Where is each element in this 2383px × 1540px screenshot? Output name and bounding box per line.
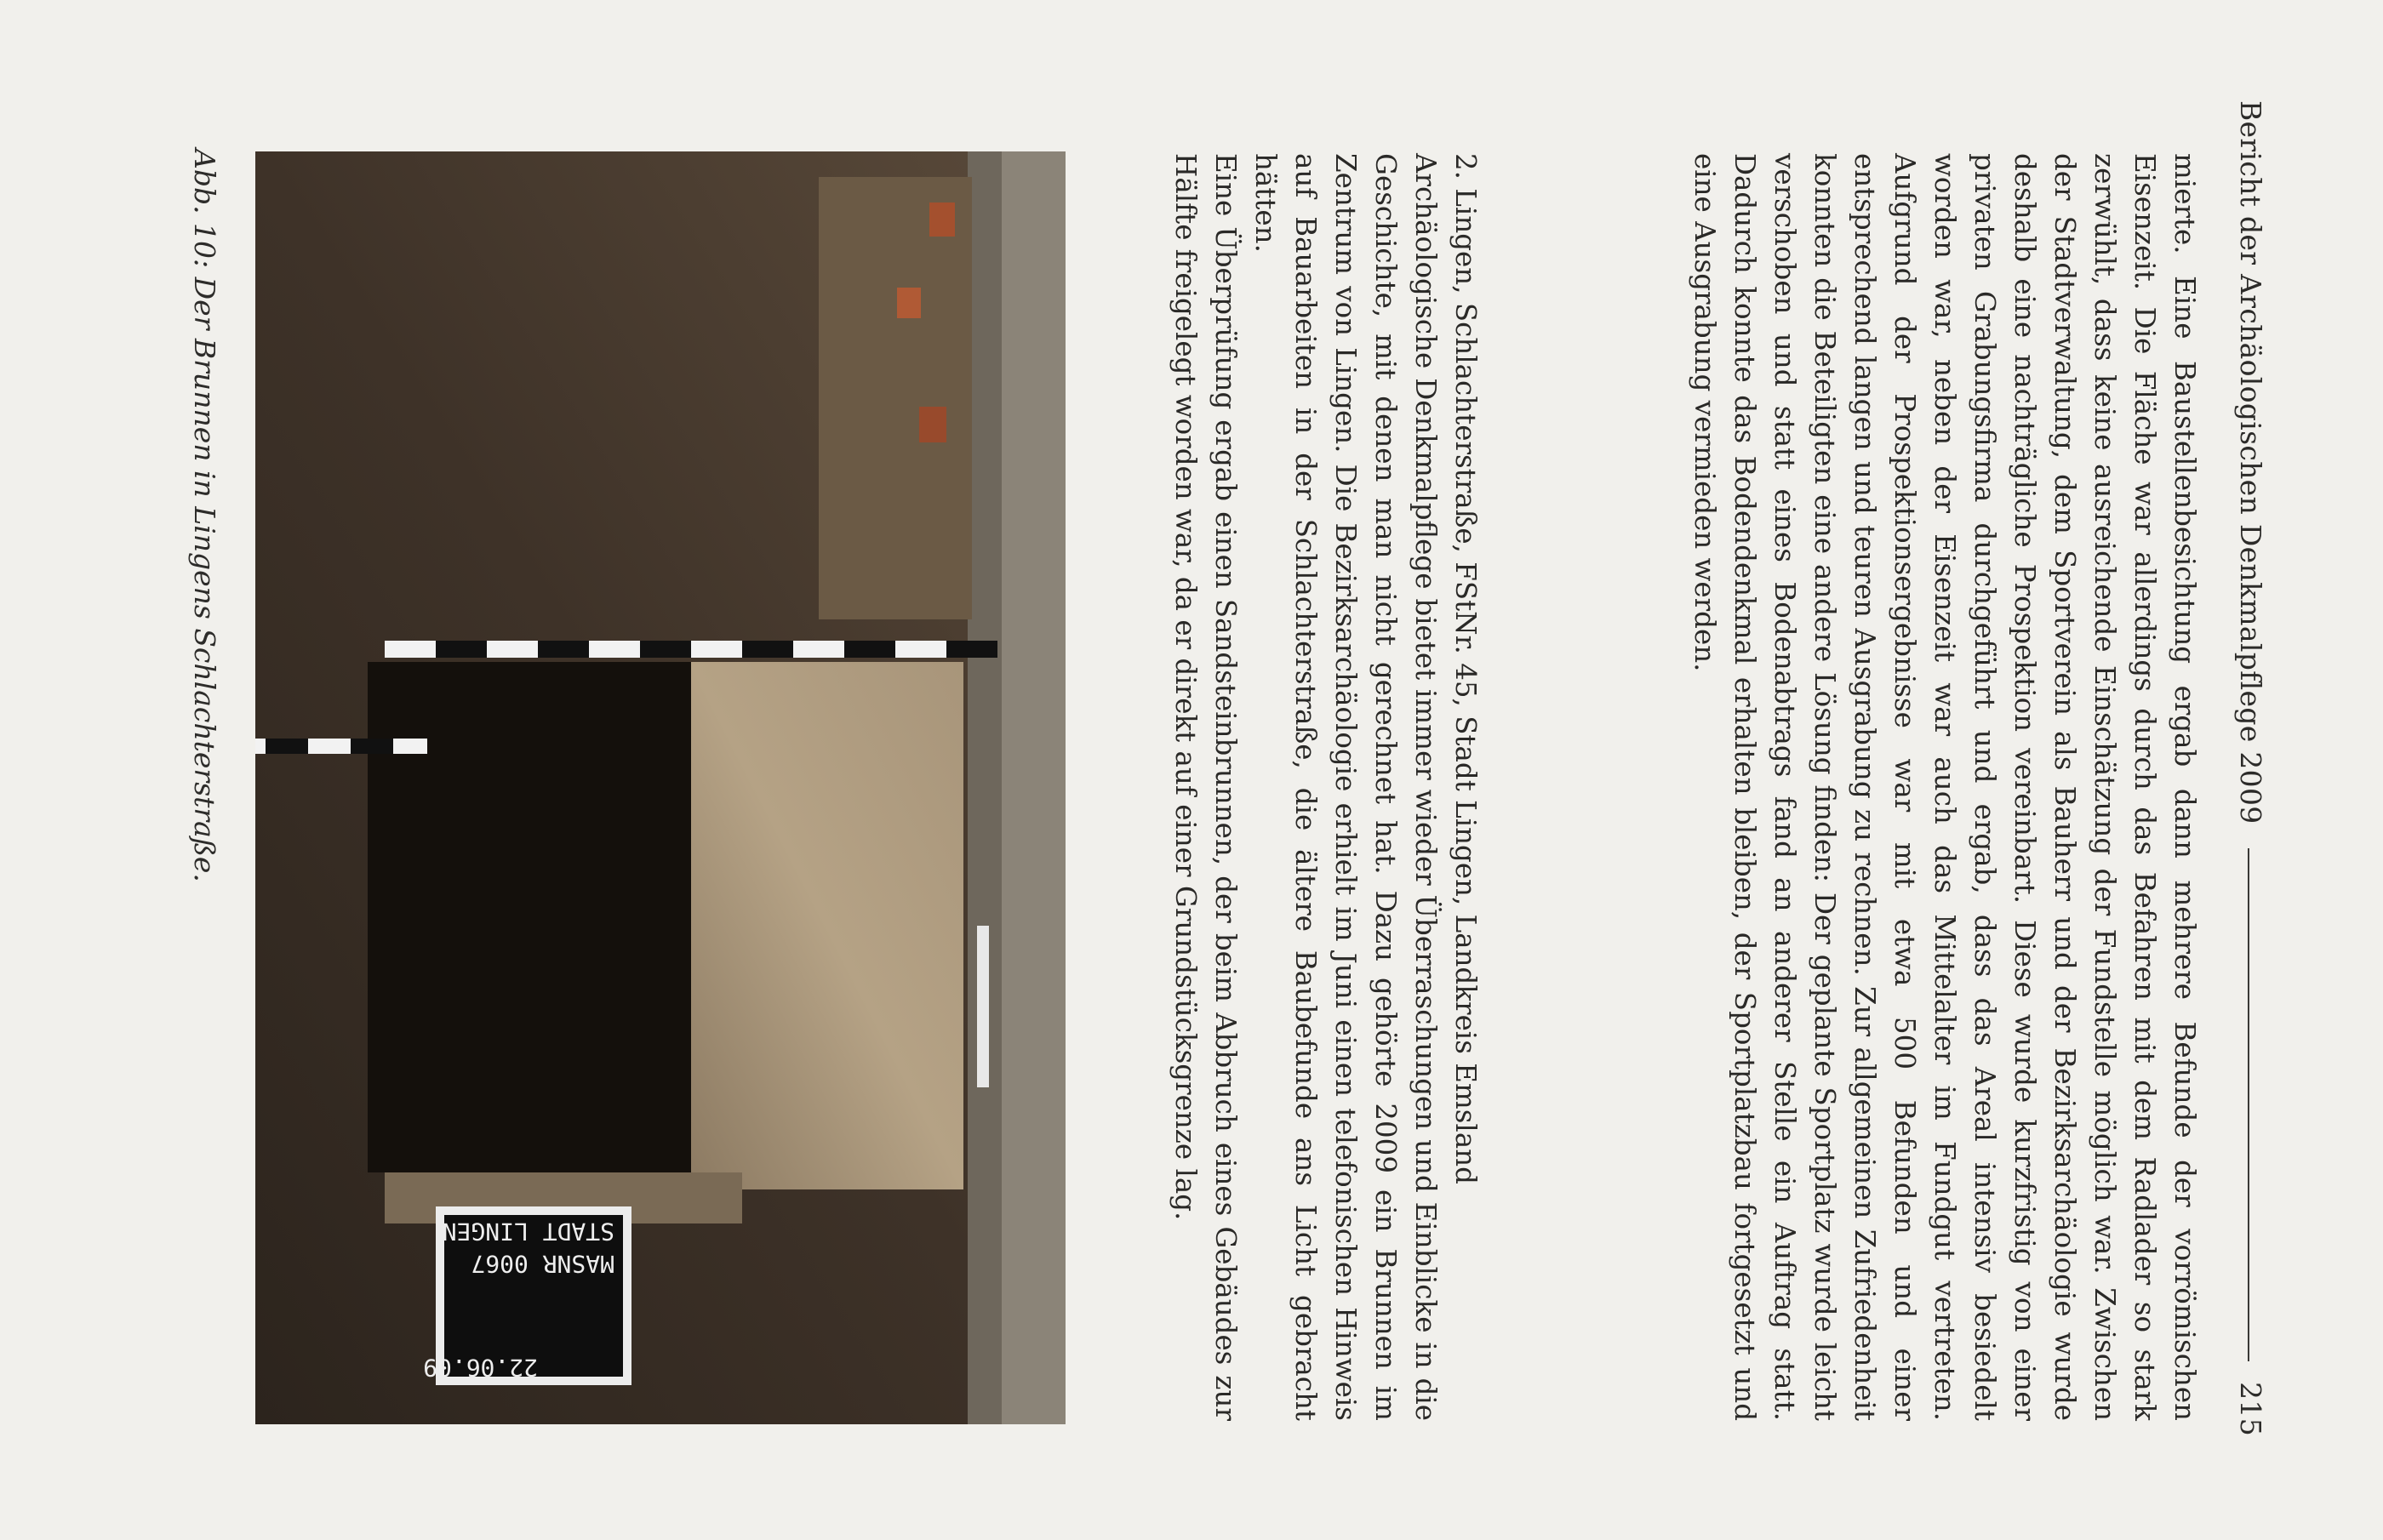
marker-strip [977, 926, 989, 1087]
section-heading: 2. Lingen, Schlachterstraße, FStNr. 45, Stadt Lingen, Landkreis Emsland [1449, 153, 1482, 1184]
rubble-area [819, 177, 972, 619]
page-number: 215 [2234, 1382, 2268, 1436]
figure-caption: Abb. 10: Der Brunnen in Lingens Schlachterstraße. [188, 149, 221, 882]
sign-line-1: STADT LINGEN [442, 1218, 614, 1246]
sandstone-slab [691, 662, 963, 1189]
brick [929, 202, 955, 237]
paragraph-1 [1684, 153, 2204, 1421]
sign-line-2: MASNR 0067 [471, 1250, 614, 1278]
paragraph-1-text: mierte. Eine Baustellenbesichtung ergab dann mehrere Befunde der vorrömischen Eisenzeit. Die Fläche war allerdings durch das Befahren mit dem Radlader so stark zerwühlt, dass keine ausreichende Einschätzung der Fundstelle möglich war. Zwischen der Stadtverwaltung, dem Sportverein als Bauherr und der Bezirksarchäologie wurde deshalb eine nachträgliche Prospektion vereinbart. Diese wurde kurzfristig von einer privaten Grabungsfirma durchgeführt und ergab, dass das Areal intensiv besiedelt worden war, neben der Eisenzeit war auch das Mittelalter im Fundgut vertreten. Aufgrund der Prospektionsergebnisse war mit etwa 500 Befunden und einer entsprechend langen und teuren Ausgrabung zu rechnen. Zur allgemeinen Zufriedenheit konnten die Beteiligten eine andere Lösung finden: Der geplante Sportplatz wurde leicht verschoben und statt eines Bodenabtrags fand an anderer Stelle ein Auftrag statt. Dadurch konnte das Bodendenkmal erhalten bleiben, der Sportplatzbau fortgesetzt und eine Ausgrabung vermieden werden. [1689, 153, 2201, 1421]
paragraph-2-text: Archäologische Denkmalpflege bietet immer wieder Überraschungen und Einblicke in die Geschichte, mit denen man nicht gerechnet hat. Dazu gehörte 2009 ein Brunnen im Zentrum von Lingen. Die Bezirksarchäologie erhielt im Juni einen telefonischen Hinweis auf Bauarbeiten in der Schlachterstraße, die ältere Baubefunde ans Licht gebracht hätten. [1249, 153, 1442, 1421]
header-title: Bericht der Archäologischen Denkmalpflege 2009 [2234, 100, 2268, 824]
running-header [2226, 100, 2277, 1436]
scale-bar [255, 739, 427, 754]
wall-strip [1002, 151, 1066, 1424]
sign-text [855, 1070, 906, 1172]
sign-date: 22.06.09 [423, 1354, 538, 1382]
well-photo-illustration [255, 151, 1066, 1424]
paragraph-3-text: Eine Überprüfung ergab einen Sandsteinbrunnen, der beim Abbruch eines Gebäudes zur Hälfte freigelegt worden war, da er direkt auf einer Grundstücksgrenze lag. [1169, 153, 1242, 1421]
brick [919, 407, 946, 442]
header-rule [2248, 848, 2249, 1362]
measuring-rod [385, 641, 997, 658]
paragraph-2 [1165, 153, 1485, 1421]
wall-shadow [968, 151, 1002, 1424]
excavation-photo [255, 151, 1066, 1424]
brick [897, 288, 921, 318]
